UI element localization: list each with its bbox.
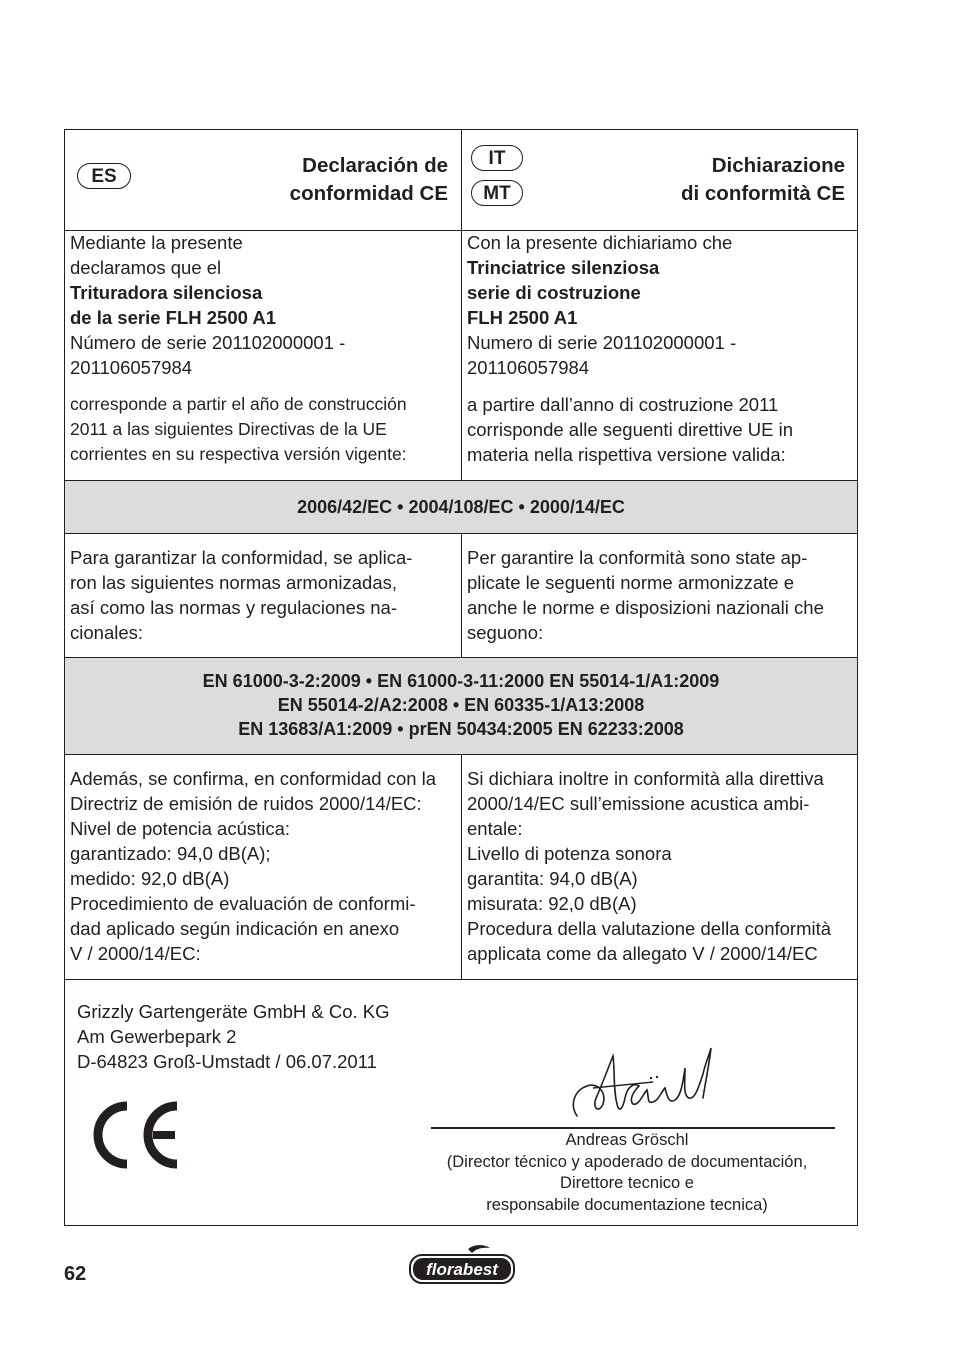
es-norms-line: así como las normas y regulaciones na- bbox=[70, 597, 397, 618]
es-directive-line: corrientes en su respectiva versión vigente: bbox=[70, 444, 407, 464]
it-noise-line: garantita: 94,0 dB(A) bbox=[467, 868, 638, 889]
it-noise-line: 2000/14/EC sull’emissione acustica ambi- bbox=[467, 793, 810, 814]
signatory-name: Andreas Gröschl bbox=[565, 1131, 689, 1149]
it-title-line2: di conformità CE bbox=[680, 182, 845, 205]
declaration-table bbox=[64, 129, 858, 1226]
directives-list: 2006/42/EC • 2004/108/EC • 2000/14/EC bbox=[297, 497, 625, 517]
it-serial-number-end: 201106057984 bbox=[467, 357, 590, 378]
es-noise-line: Además, se confirma, en conformidad con la bbox=[70, 768, 437, 789]
signature-icon bbox=[563, 1042, 723, 1124]
signatory-role-it: Direttore tecnico e bbox=[560, 1174, 694, 1192]
norms-line: EN 13683/A1:2009 • prEN 50434:2005 EN 62233:2008 bbox=[238, 719, 684, 739]
es-serial-number-end: 201106057984 bbox=[70, 357, 193, 378]
florabest-logo-icon bbox=[408, 1243, 516, 1287]
es-noise-line: garantizado: 94,0 dB(A); bbox=[70, 843, 271, 864]
it-product-name: Trinciatrice silenziosa bbox=[467, 257, 660, 278]
es-norms-line: Para garantizar la conformidad, se aplica- bbox=[70, 547, 413, 568]
logo-text: florabest bbox=[426, 1260, 498, 1279]
norms-list bbox=[65, 658, 857, 741]
es-title-line1: Declaración de bbox=[302, 154, 448, 177]
es-noise-line: V / 2000/14/EC: bbox=[70, 943, 201, 964]
es-title-line2: conformidad CE bbox=[289, 182, 448, 205]
norms-row bbox=[65, 658, 857, 754]
company-street: Am Gewerbepark 2 bbox=[77, 1026, 237, 1047]
es-noise-line: Nivel de potencia acústica: bbox=[70, 818, 291, 839]
it-directive-line: a partire dall’anno di costruzione 2011 bbox=[467, 394, 779, 415]
it-noise-line: applicata come da allegato V / 2000/14/EC bbox=[467, 943, 818, 964]
it-directive-intro bbox=[467, 392, 857, 467]
signatory-role-es: (Director técnico y apoderado de documentación, bbox=[446, 1152, 808, 1171]
it-noise-line: entale: bbox=[467, 818, 523, 839]
es-product-series: de la serie FLH 2500 A1 bbox=[70, 307, 277, 328]
mt-language-badge: MT bbox=[471, 180, 523, 206]
it-intro bbox=[467, 230, 857, 380]
column-divider bbox=[461, 534, 462, 657]
florabest-logo bbox=[408, 1243, 516, 1292]
page-number: 62 bbox=[64, 1263, 87, 1285]
es-noise-line: dad aplicado según indicación en anexo bbox=[70, 918, 400, 939]
directives-row bbox=[65, 481, 857, 533]
es-serial-number: Número de serie 201102000001 - bbox=[70, 332, 346, 353]
it-intro-line: Con la presente dichiariamo che bbox=[467, 232, 733, 253]
signatory-block bbox=[417, 1130, 837, 1216]
es-norms-intro bbox=[70, 545, 458, 645]
it-noise-statement bbox=[467, 766, 857, 966]
it-norms-line: plicate le seguenti norme armonizzate e bbox=[467, 572, 795, 593]
it-norms-line: seguono: bbox=[467, 622, 544, 643]
it-title bbox=[681, 152, 845, 208]
it-norms-intro bbox=[467, 545, 857, 645]
es-product-name: Trituradora silenciosa bbox=[70, 282, 263, 303]
it-directive-line: materia nella rispettiva versione valida: bbox=[467, 444, 786, 465]
company-address bbox=[77, 999, 497, 1074]
it-directive-line: corrisponde alle seguenti direttive UE in bbox=[467, 419, 793, 440]
company-name: Grizzly Gartengeräte GmbH & Co. KG bbox=[77, 1001, 390, 1022]
it-product-series: FLH 2500 A1 bbox=[467, 307, 578, 328]
signature-row bbox=[65, 980, 857, 1226]
es-directive-line: corresponde a partir el año de construcción bbox=[70, 394, 407, 414]
it-noise-line: Procedura della valutazione della conformità bbox=[467, 918, 832, 939]
es-title bbox=[290, 152, 448, 208]
it-title-line1: Dichiarazione bbox=[711, 154, 845, 177]
es-language-badge: ES bbox=[77, 163, 131, 189]
it-language-badge: IT bbox=[471, 145, 523, 171]
es-noise-statement bbox=[70, 766, 458, 966]
column-divider bbox=[461, 755, 462, 979]
it-noise-line: Si dichiara inoltre in conformità alla direttiva bbox=[467, 768, 824, 789]
es-norms-line: ron las siguientes normas armonizadas, bbox=[70, 572, 397, 593]
it-norms-line: Per garantire la conformità sono state ap- bbox=[467, 547, 808, 568]
es-directive-intro bbox=[70, 392, 458, 467]
norms-line: EN 61000-3-2:2009 • EN 61000-3-11:2000 EN 55014-1/A1:2009 bbox=[202, 671, 720, 691]
column-divider bbox=[461, 130, 462, 480]
norms-line: EN 55014-2/A2:2008 • EN 60335-1/A13:2008 bbox=[277, 695, 645, 715]
es-intro-line: Mediante la presente bbox=[70, 232, 243, 253]
it-product-series-label: serie di costruzione bbox=[467, 282, 641, 303]
it-noise-line: Livello di potenza sonora bbox=[467, 843, 672, 864]
it-norms-line: anche le norme e disposizioni nazionali che bbox=[467, 597, 824, 618]
signature-line bbox=[431, 1127, 835, 1129]
es-intro-line: declaramos que el bbox=[70, 257, 222, 278]
es-norms-line: cionales: bbox=[70, 622, 144, 643]
it-serial-number: Numero di serie 201102000001 - bbox=[467, 332, 737, 353]
ce-mark-icon bbox=[93, 1100, 183, 1170]
company-city-date: D-64823 Groß-Umstadt / 06.07.2011 bbox=[77, 1051, 377, 1072]
es-noise-line: medido: 92,0 dB(A) bbox=[70, 868, 230, 889]
signatory-role-it-cont: responsabile documentazione tecnica) bbox=[486, 1195, 768, 1214]
es-noise-line: Procedimiento de evaluación de conformi- bbox=[70, 893, 416, 914]
es-noise-line: Directriz de emisión de ruidos 2000/14/EC: bbox=[70, 793, 422, 814]
es-directive-line: 2011 a las siguientes Directivas de la UE bbox=[70, 419, 387, 439]
it-noise-line: misurata: 92,0 dB(A) bbox=[467, 893, 637, 914]
es-intro bbox=[70, 230, 458, 380]
